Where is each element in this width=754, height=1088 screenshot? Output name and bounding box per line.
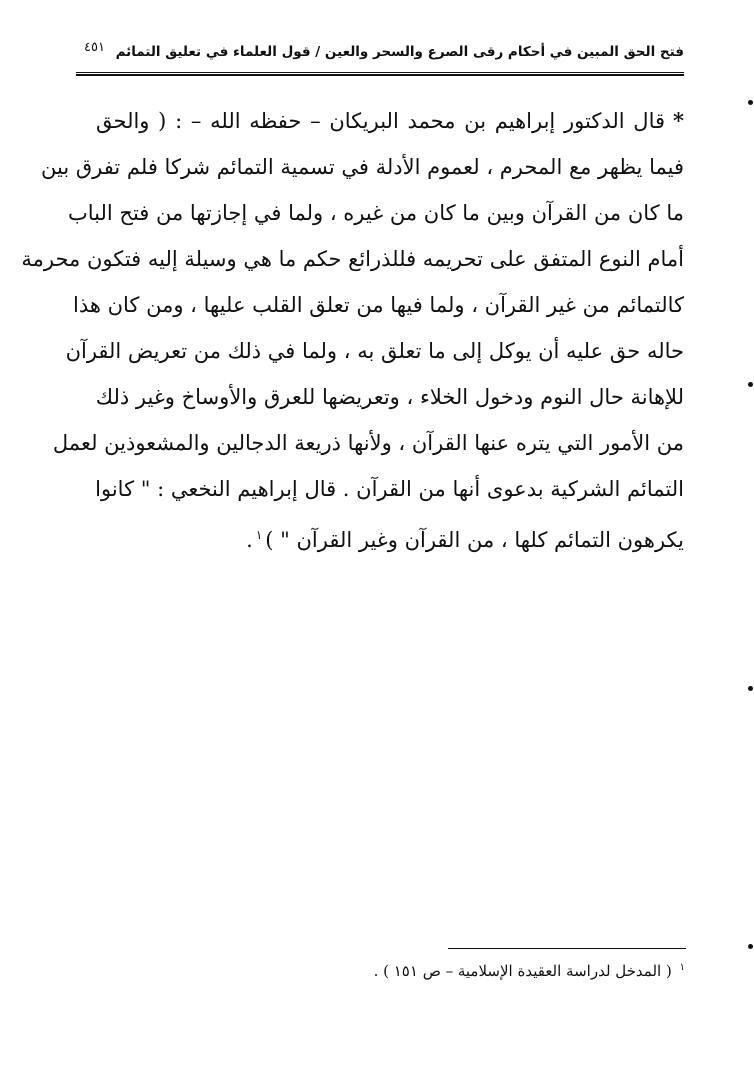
paragraph-end-mark: .: [246, 528, 253, 552]
paragraph-marker: *: [673, 108, 684, 133]
footnote-separator: [448, 948, 686, 949]
paragraph-line: حاله حق عليه أن يوكل إلى ما تعلق به ، ولما في ذلك من تعريض القرآن: [65, 339, 684, 363]
paragraph-line: *قال الدكتور إبراهيم بن محمد البريكان – حفظه الله – : ( والحق: [96, 108, 684, 133]
paragraph-line: للإهانة حال النوم ودخول الخلاء ، وتعريضها للعرق والأوساخ وغير ذلك: [95, 385, 684, 409]
paragraph-line: ما كان من القرآن وبين ما كان من غيره ، ولما في إجازتها من فتح الباب: [67, 201, 684, 225]
paragraph-line: فيما يظهر مع المحرم ، لعموم الأدلة في تسمية التمائم شركا فلم تفرق بين: [41, 155, 684, 179]
paragraph-line-last: يكرهون التمائم كلها ، من القرآن وغير القرآن " )$^١$.: [246, 528, 684, 552]
footnote: [374, 962, 688, 980]
running-header-title: فتح الحق المبين في أحكام رقى الصرع والسحر والعين / قول العلماء في تعليق التمائم: [115, 44, 684, 60]
scan-margin-dot: [748, 944, 753, 949]
paragraph-line: أمام النوع المتفق على تحريمه فللذرائع حكم ما هي وسيلة إليه فتكون محرمة: [21, 247, 684, 271]
running-header: [76, 38, 684, 72]
paragraph-line: كالتمائم من غير القرآن ، ولما فيها من تعلق القلب عليها ، ومن كان هذا: [73, 293, 684, 317]
footnote-number: ١: [679, 962, 685, 973]
scan-margin-dot: [748, 382, 753, 387]
paragraph-line: التمائم الشركية بدعوى أنها من القرآن . قال إبراهيم النخعي : " كانوا: [95, 477, 684, 501]
scan-margin-dot: [748, 686, 753, 691]
footnote-text: ( المدخل لدراسة العقيدة الإسلامية – ص ١٥١ ) .: [373, 962, 672, 980]
paragraph-line: من الأمور التي يتره عنها القرآن ، ولأنها ذريعة الدجالين والمشعوذين لعمل: [52, 431, 684, 455]
header-rule: [76, 72, 684, 76]
scan-margin-dot: [748, 100, 753, 105]
main-paragraph: [21, 98, 684, 563]
footnote-reference[interactable]: ١: [255, 528, 263, 542]
page-number: ٤٥١: [84, 40, 105, 55]
